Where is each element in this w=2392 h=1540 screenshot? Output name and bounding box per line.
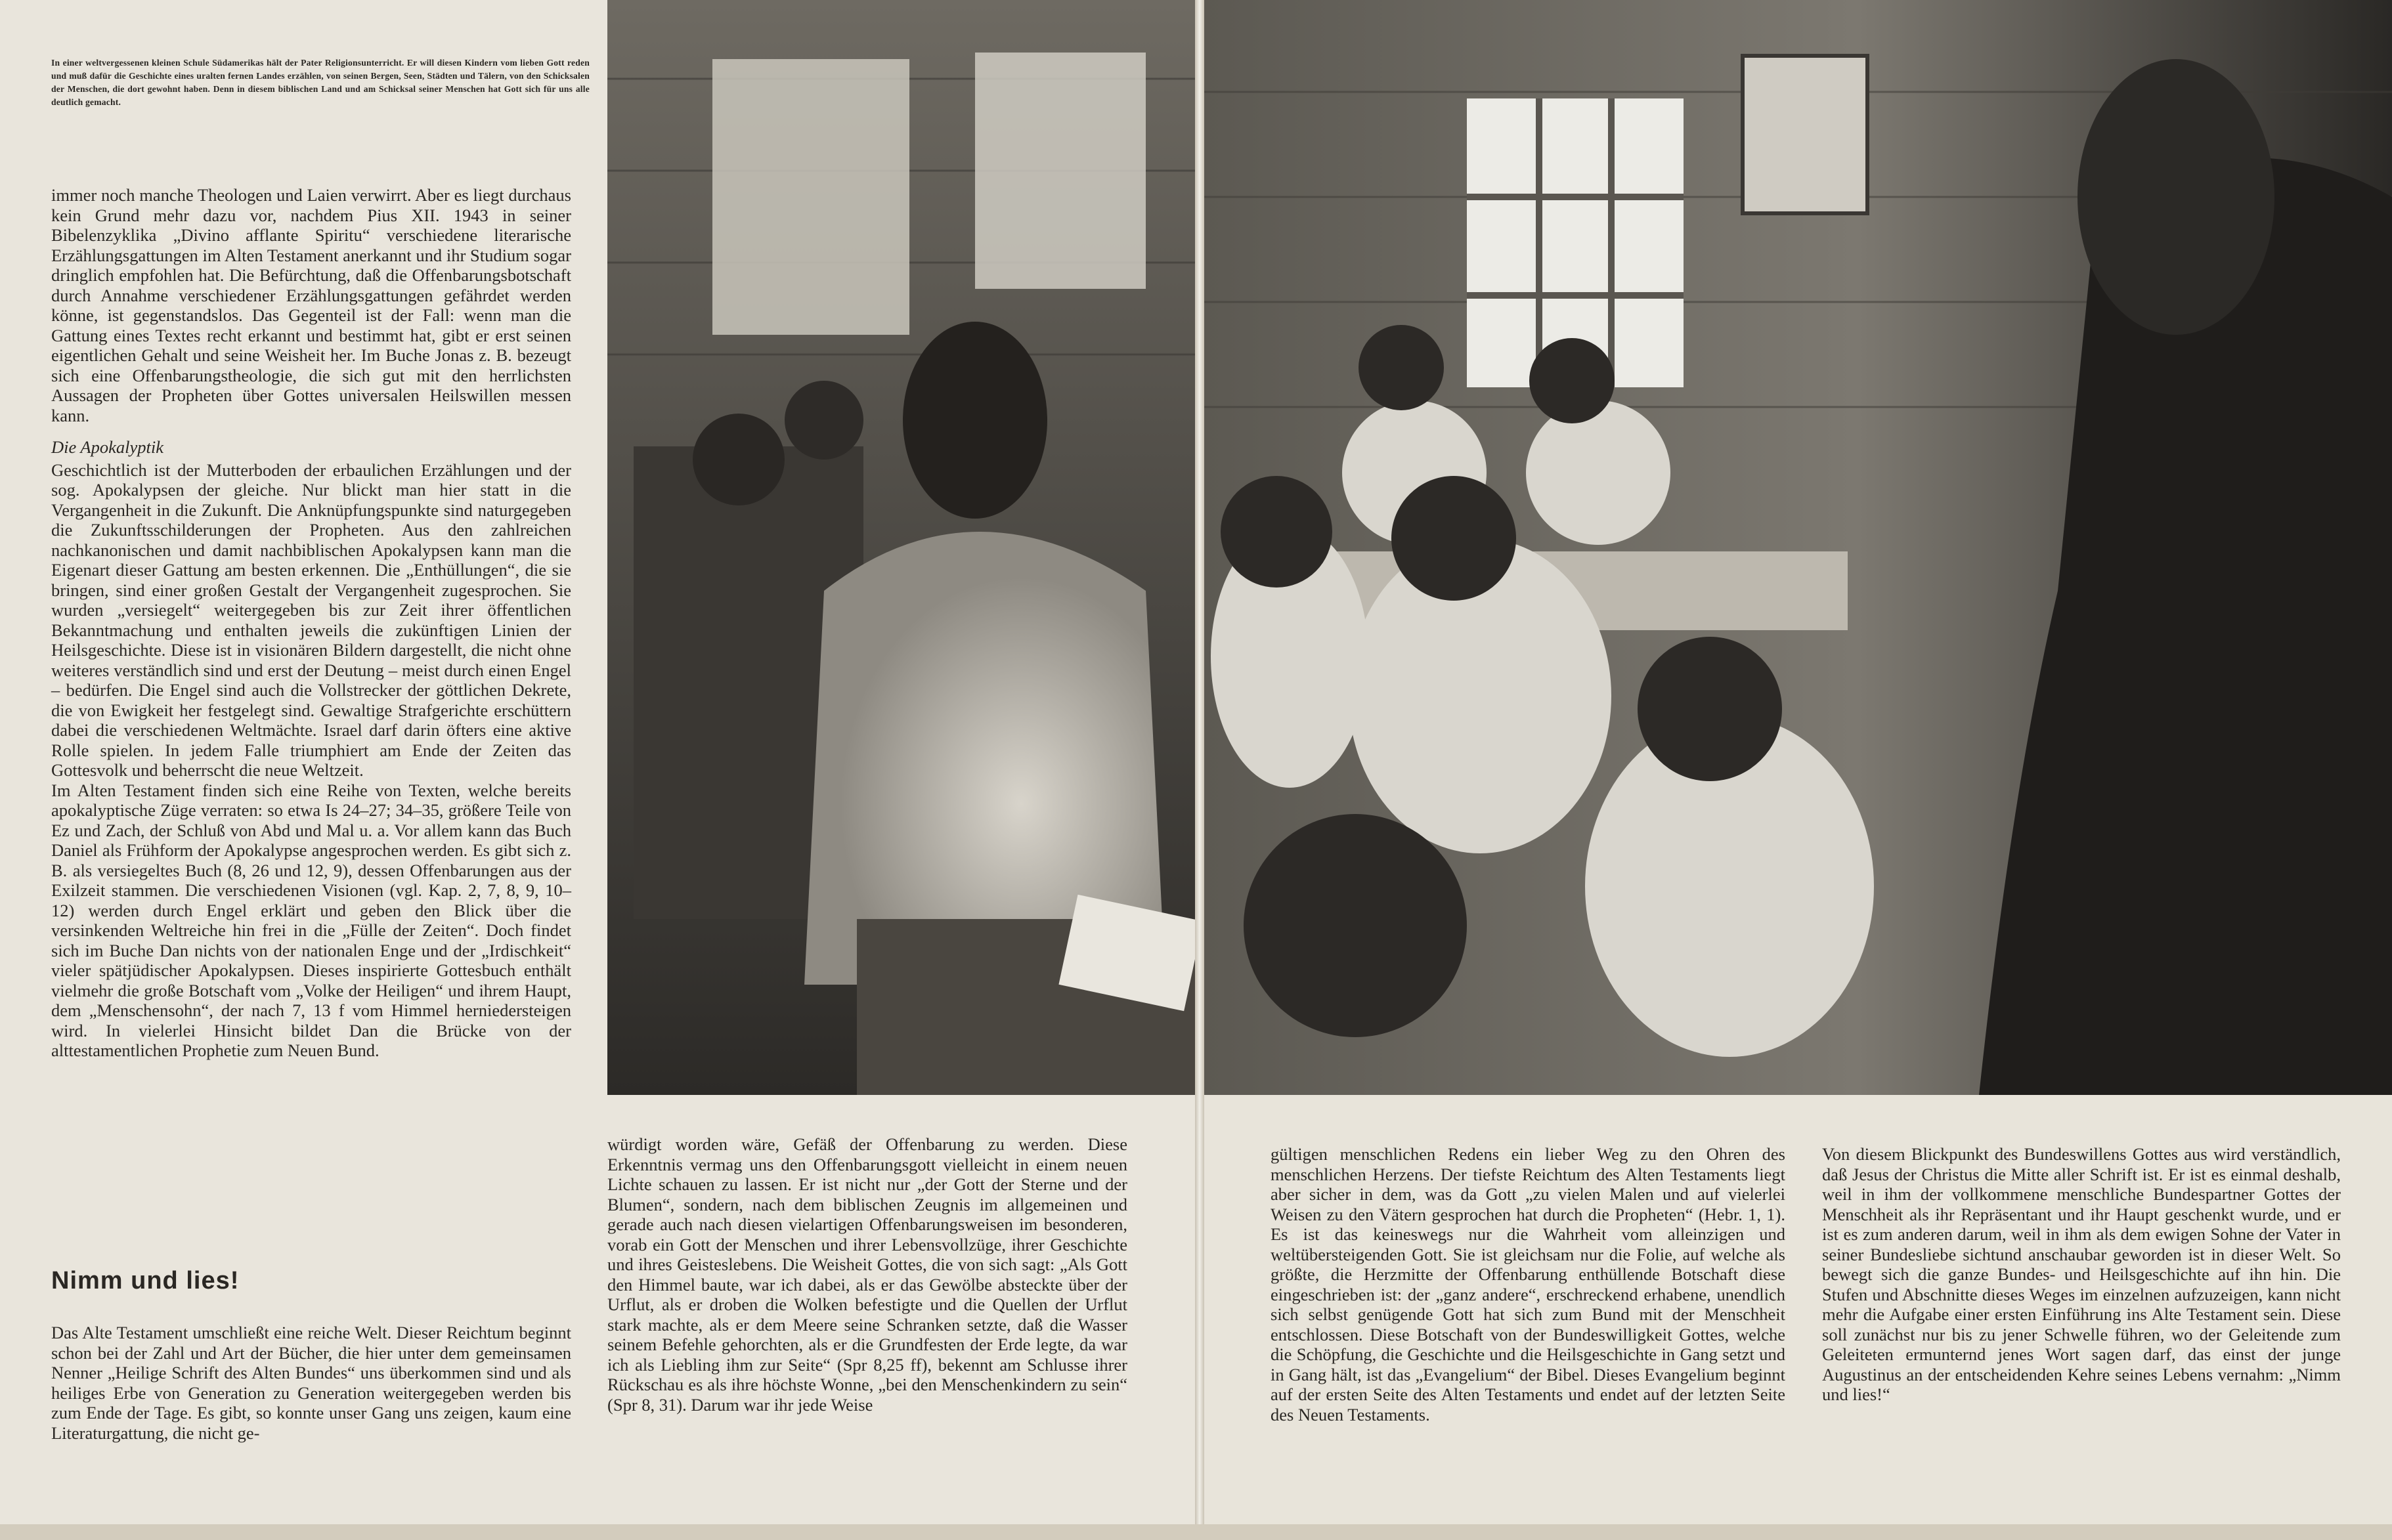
- paragraph: Im Alten Testament finden sich eine Reihe von Texten, welche bereits apokalyptische Züge verraten: so etwa Is 24–27; 34–35, größere Teile von Ez und Zach, der Schluß von Abd und Mal u. a. Vor allem kann das Buch Daniel als Frühform der Apokalypse angesprochen werden. Es gibt sich z. B. als versiegeltes Buch (8, 26 und 12, 9), dessen Offenbarungen aus der Exilzeit stammen. Die verschiedenen Visionen (vgl. Kap. 2, 7, 8, 9, 10–12) werden durch Engel erklärt und geben den Blick über die versinkenden Weltreiche hin frei in die „Fülle der Zeiten“. Doch findet sich im Buche Dan nichts von der nationalen Enge und der „Irdischkeit“ vieler spätjüdischer Apokalypsen. Dieses inspirierte Gottesbuch enthält vielmehr die große Botschaft vom „Volke der Heiligen“ und ihrem Haupt, dem „Menschensohn“, der nach 7, 13 f vom Himmel herniedersteigen wird. In vielerlei Hinsicht bildet Dan die Brücke von der alttestamentlichen Prophetie zum Neuen Bund.: [51, 780, 571, 1060]
- section-heading: Nimm und lies!: [51, 1267, 240, 1294]
- subheading-apokalyptik: Die Apokalyptik: [51, 437, 163, 457]
- page-bottom-edge: [0, 1524, 2392, 1540]
- bottom-middle-column: [607, 1134, 1127, 1415]
- photo-illustration: [1204, 0, 2392, 1095]
- bottom-left-column: [51, 1323, 571, 1443]
- classroom-photo-right: [1204, 0, 2392, 1095]
- paragraph: immer noch manche Theologen und Laien verwirrt. Aber es liegt durchaus kein Grund mehr dazu vor, nachdem Pius XII. 1943 in seiner Bibelenzyklika „Divino afflante Spiritu“ verschiedene literarische Erzählungsgattungen im Alten Testament anerkannt und ihr Studium sogar dringlich empfohlen hat. Die Befürchtung, daß die Offenbarungsbotschaft durch Annahme verschiedener Erzählungsgattungen gefährdet werden könne, ist gegenstandslos. Das Gegenteil ist der Fall: wenn man die Gattung eines Textes recht erkannt und bestimmt hat, gibt er erst seinen eigentlichen Gehalt und seine Weisheit her. Im Buche Jonas z. B. bezeugt sich eine Offenbarungstheologie, die sich gut mit den herrlichsten Aussagen der Propheten über Gottes universalen Heilswillen messen kann.: [51, 185, 571, 425]
- page-gutter: [1195, 0, 1204, 1540]
- left-text-column: [51, 185, 571, 1061]
- paragraph: Geschichtlich ist der Mutterboden der erbaulichen Erzählungen und der sog. Apokalypsen der gleiche. Nur blickt man hier statt in die Vergangenheit in die Zukunft. Die Anknüpfungspunkte sind naturgegeben die Zukunftsschilderungen der Propheten. Aus den zahlreichen nachkanonischen und damit nachbiblischen Apokalypsen kann man die Eigenart dieser Gattung am besten erkennen. Die „Enthüllungen“, die sie bringen, sind einer großen Gestalt der Vergangenheit zugesprochen. Sie wurden „versiegelt“ weitergegeben bis zur Zeit ihrer öffentlichen Bekanntmachung und enthalten jeweils die zukünftigen Linien der Heilsgeschichte. Diese ist in visionären Bildern dargestellt, die nicht ohne weiteres verständlich sind und erst der Deutung – meist durch einen Engel – bedürfen. Die Engel sind auch die Vollstrecker der göttlichen Dekrete, die von Ewigkeit her festgelegt sind. Gewaltige Strafgerichte erschüttern dabei die verschiedenen Weltmächte. Israel darf darin öfters eine aktive Rolle spielen. In jedem Falle triumphiert am Ende der Zeiten das Gottesvolk und beherrscht die neue Weltzeit.: [51, 460, 571, 780]
- paragraph: Von diesem Blickpunkt des Bundeswillens Gottes aus wird verständlich, daß Jesus der Christus die Mitte aller Schrift ist. Er ist es einmal deshalb, weil in ihm der vollkommene menschliche Bundespartner Gottes der Menschheit als ihr Repräsentant und ihr Haupt geschenkt wurde, und er ist es zum anderen darum, weil in ihm als dem ewigen Sohne der Vater in seiner Bundesliebe sichtund anschaubar geworden ist in dieser Welt. So bewegt sich die ganze Bundes- und Heilsgeschichte auf ihn hin. Die Stufen und Abschnitte dieses Weges im einzelnen aufzuzeigen, kann nicht mehr die Aufgabe einer ersten Einführung ins Alte Testament sein. Diese soll zunächst nur bis zu jener Schwelle führen, wo der Geleitende zum Geleiteten ermunternd jenes Wort sagen darf, das einst der junge Augustinus an der entscheidenden Kehre seines Lebens vernahm: „Nimm und lies!“: [1822, 1144, 2341, 1404]
- photo-illustration: [607, 0, 1195, 1095]
- classroom-photo-left: [607, 0, 1195, 1095]
- paragraph: Das Alte Testament umschließt eine reiche Welt. Dieser Reichtum beginnt schon bei der Zahl und Art der Bücher, die hier unter dem gemeinsamen Nenner „Heilige Schrift des Alten Bundes“ uns überkommen sind und als heiliges Erbe von Generation zu Generation weitergegeben werden bis zum Ende der Tage. Es gibt, so konnte unser Gang uns zeigen, kaum eine Literaturgattung, die nicht ge-: [51, 1323, 571, 1443]
- bottom-right-column-2: [1822, 1144, 2341, 1405]
- paragraph: gültigen menschlichen Redens ein lieber Weg zu den Ohren des menschlichen Herzens. Der tiefste Reichtum des Alten Testaments liegt aber sicher in dem, was da Gott „zu vielen Malen und auf vielerlei Weisen zu den Vätern gesprochen hat durch die Propheten“ (Hebr. 1, 1). Es ist das keineswegs nur die Wahrheit vom alleinzigen und weltübersteigenden Gott. Sie ist gleichsam nur die Folie, auf welche als größte, die Herzmitte der Offenbarung enthüllende Botschaft diese eingeschrieben ist: der „ganz andere“, erschreckend erhabene, unendlich sich selbst genügende Gott hat sich zum Bund mit der Menschheit entschlossen. Diese Botschaft von der Bundeswilligkeit Gottes, welche die Schöpfung, die Geschichte und die Heilsgeschichte in Gang setzt und in Gang hält, ist das „Evangelium“ der Bibel. Dieses Evangelium beginnt auf der ersten Seite des Alten Testaments und endet auf der letzten Seite des Neuen Testaments.: [1271, 1144, 1785, 1424]
- photo-caption: In einer weltvergessenen kleinen Schule Südamerikas hält der Pater Religionsunterricht. Er will diesen Kindern vom lieben Gott reden und muß dafür die Geschichte eines uralten fernen Landes erzählen, von seinen Bergen, Seen, Städten und Tälern, von den Schicksalen der Menschen, die dort gewohnt haben. Denn in diesem biblischen Land und am Schicksal seiner Menschen hat Gott sich für uns alle deutlich gemacht.: [51, 58, 590, 107]
- bottom-right-column-1: [1271, 1144, 1785, 1424]
- paragraph: würdigt worden wäre, Gefäß der Offenbarung zu werden. Diese Erkenntnis vermag uns den Offenbarungsgott vielleicht in einem neuen Lichte schauen zu lassen. Er ist nicht nur „der Gott der Sterne und der Blumen“, sondern, nach dem biblischen Zeugnis im allgemeinen und gerade auch nach diesen vielartigen Offenbarungsweisen im besonderen, vorab ein Gott der Menschen und ihrer Lebensvollzüge, ihrer Geschichte und ihres Geisteslebens. Die Weisheit Gottes, die von sich sagt: „Als Gott den Himmel baute, war ich dabei, als er das Gewölbe absteckte über der Urflut, als er droben die Wolken befestigte und die Quellen der Urflut stark machte, als er dem Meere seine Schranken setzte, daß die Wasser seinem Befehle gehorchten, als er die Grundfesten der Erde legte, da war ich als Liebling ihm zur Seite“ (Spr 8,25 ff), bekennt am Schlusse ihrer Rückschau es als ihre höchste Wonne, „bei den Menschenkindern zu sein“ (Spr 8, 31). Darum war ihr jede Weise: [607, 1134, 1127, 1415]
